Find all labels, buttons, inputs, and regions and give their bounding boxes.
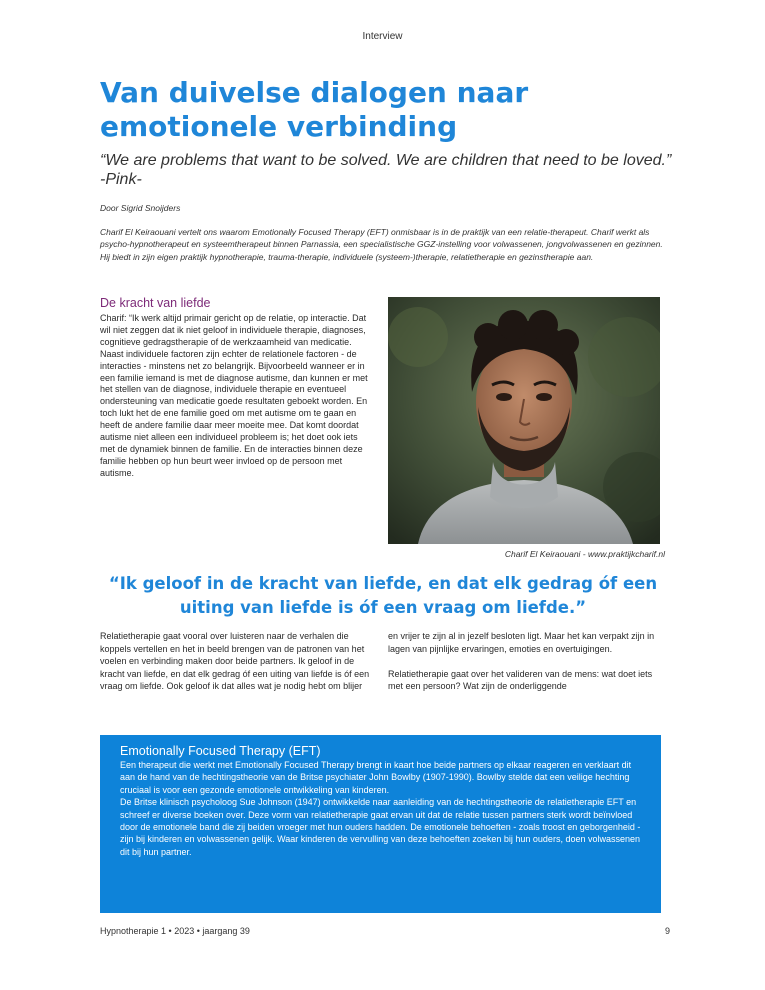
page-number: 9 xyxy=(664,926,670,936)
lead-paragraph: Charif El Keiraouani vertelt ons waarom Emotionally Focused Therapy (EFT) onmisbaar is in de praktijk van een relatie-therapeut. Charif werkt als psycho-hypnotherapeut en systeemtherapeut binnen Parnassia, een specialistische GGZ-instelling voor volwassenen, jongvolwassenen en gezinnen. Hij biedt in zijn eigen praktijk hypnotherapie, trauma-therapie, individuele (systeem-)therapie, relatietherapie en gezinstherapie aan. xyxy=(100,227,663,262)
portrait-illustration xyxy=(388,297,660,544)
article-title: Van duivelse dialogen naar emotionele verbinding xyxy=(100,76,529,143)
photo-caption: Charif El Keiraouani - www.praktijkcharif.nl xyxy=(504,549,665,559)
body-column-a xyxy=(100,630,376,693)
byline: Door Sigrid Snoijders xyxy=(100,203,181,213)
left-column xyxy=(100,296,372,480)
section-body: Charif: “Ik werk altijd primair gericht op de relatie, op interactie. Dat wil niet zeggen dat ik niet geloof in individuele therapie, diagnoses, cognitieve gedragstherapie of de werkzaamheid van medicatie. Naast individuele factoren zijn echter de relationele factoren - de interacties - minstens net zo belangrijk. Bijvoorbeeld wanneer er in een familie iemand is met de diagnose autisme, dan kunnen er met het stellen van de diagnose, individuele therapie en eventueel ondersteuning van medicatie goede resultaten geboekt worden. En toch lukt het de ene familie goed om met autisme om te gaan en heeft de andere familie daar meer moeite mee. Dat komt doordat autisme niet alleen een individueel probleem is; het doet ook iets met de dynamiek binnen de familie. En de interacties binnen deze familie hebben op hun beurt weer invloed op de persoon met autisme. xyxy=(100,313,368,478)
section-label: Interview xyxy=(362,31,403,42)
pull-quote: “Ik geloof in de kracht van liefde, en dat elk gedrag óf een uiting van liefde is óf een vraag om liefde.” xyxy=(108,574,658,617)
body-column-b xyxy=(388,630,666,693)
column-a-text: Relatietherapie gaat vooral over luisteren naar de verhalen die koppels vertellen en het in beeld brengen van de patronen van het voelen en verbinding maken door beide partners. Ik geloof in de kracht van liefde, en dat elk gedrag óf een uiting van liefde is óf een vraag om liefde. Ook geloof ik dat alles wat je nodig hebt om blijer xyxy=(100,631,370,691)
column-b-paragraph: en vrijer te zijn al in jezelf besloten ligt. Maar het kan verpakt zijn in lagen van pijnlijke ervaringen, emoties en overtuigingen. xyxy=(388,631,655,654)
footer-issue: Hypnotherapie 1 • 2023 • jaargang 39 xyxy=(100,926,250,936)
info-box-paragraph: Een therapeut die werkt met Emotionally Focused Therapy brengt in kaart hoe beide partners op elkaar reageren en verklaart dit aan de hand van de hechtingstheorie van de Britse psychiater John Bowlby (1907-1990). Bowlby stelde dat een veilige hechting cruciaal is voor een gezonde emotionele ontwikkeling van kinderen. xyxy=(120,760,632,795)
info-box-paragraph: De Britse klinisch psycholoog Sue Johnson (1947) ontwikkelde naar aanleiding van de hechtingstheorie de relatietherapie EFT en schreef er diverse boeken over. Deze vorm van relatietherapie gaat ervan uit dat de relatie tussen partners sterk wordt beïnvloed door de emotionele band die zij beiden vroeger met hun ouders hadden. De emotionele behoeften - zoals troost en geborgenheid - zijn bij kinderen en volwassenen gelijk. Waar kinderen de vervulling van deze behoeften zoeken bij hun ouders, doen volwassenen dit bij hun partner. xyxy=(120,797,641,857)
eft-info-box xyxy=(100,735,661,913)
opening-quote: “We are problems that want to be solved. We are children that need to be loved.” -Pink- xyxy=(100,152,672,188)
info-box-title: Emotionally Focused Therapy (EFT) xyxy=(120,744,321,758)
section-heading: De kracht van liefde xyxy=(100,296,211,310)
column-b-paragraph: Relatietherapie gaat over het valideren van de mens: wat doet iets met een persoon? Wat zijn de onderliggende xyxy=(388,668,653,691)
portrait-photo xyxy=(388,297,660,544)
